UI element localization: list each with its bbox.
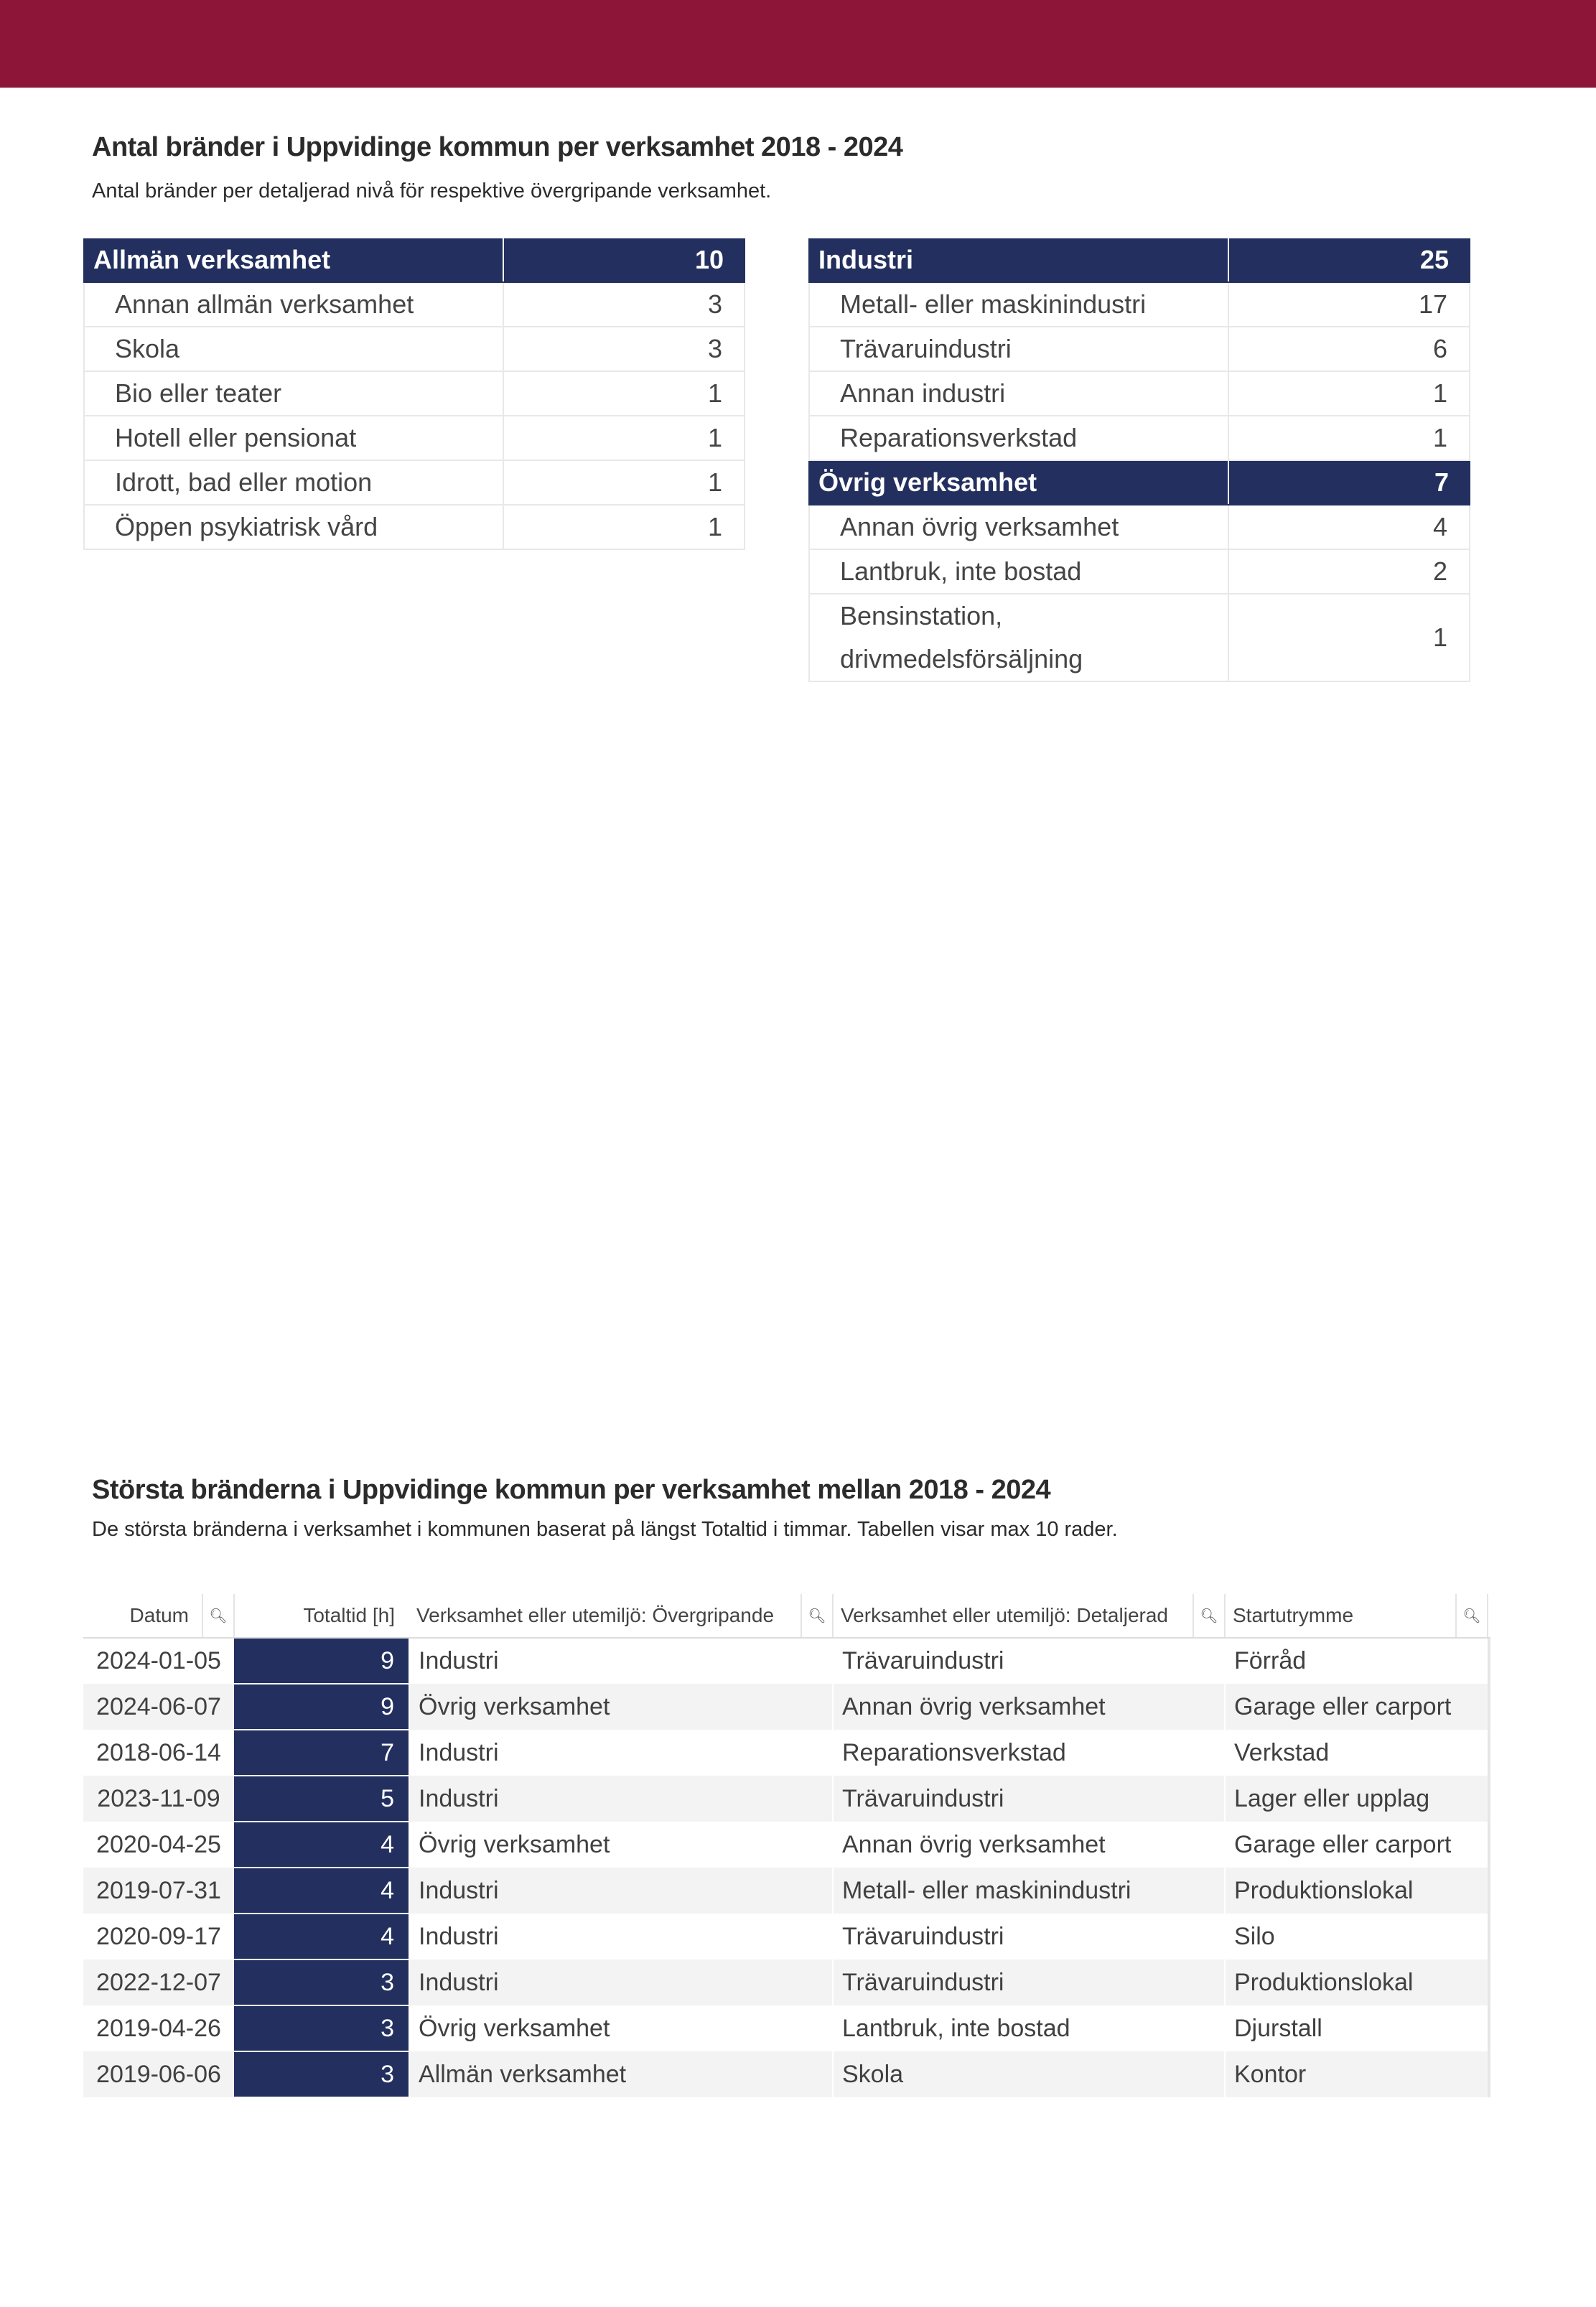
start-room-cell: Förråd bbox=[1225, 1638, 1488, 1684]
date-filter-button[interactable] bbox=[202, 1594, 234, 1638]
total-time-cell: 5 bbox=[234, 1776, 409, 1822]
table-row bbox=[83, 1822, 1490, 1868]
search-icon: 🔍︎ bbox=[1462, 1608, 1481, 1624]
start-room-filter-button[interactable] bbox=[1456, 1594, 1488, 1638]
row-label: Annan allmän verksamhet bbox=[84, 282, 503, 327]
section1-subtitle: Antal bränder per detaljerad nivå för respektive övergripande verksamhet. bbox=[92, 180, 772, 202]
date-cell: 2022-12-07 bbox=[83, 1959, 234, 2005]
start-room-cell: Garage eller carport bbox=[1225, 1684, 1488, 1730]
column-header-label: Startutrymme bbox=[1233, 1604, 1354, 1626]
total-time-cell: 7 bbox=[234, 1730, 409, 1776]
row-edge bbox=[1488, 1730, 1490, 1776]
summary-row bbox=[809, 416, 1470, 460]
summary-row bbox=[84, 371, 745, 416]
start-room-cell: Silo bbox=[1225, 1914, 1488, 1959]
detailed-cell: Trävaruindustri bbox=[833, 1776, 1225, 1822]
group-total: 7 bbox=[1228, 460, 1470, 505]
summary-row bbox=[809, 594, 1470, 681]
row-label: Trävaruindustri bbox=[809, 327, 1228, 371]
table-row bbox=[83, 1776, 1490, 1822]
right-summary-table bbox=[808, 238, 1470, 682]
date-cell: 2024-01-05 bbox=[96, 1647, 221, 1674]
overall-cell: Industri bbox=[409, 1730, 833, 1776]
row-value: 2 bbox=[1228, 549, 1470, 594]
summary-row bbox=[84, 327, 745, 371]
total-time-cell: 9 bbox=[234, 1684, 409, 1730]
row-value: 1 bbox=[1228, 416, 1470, 460]
overall-cell: Övrig verksamhet bbox=[409, 2005, 833, 2051]
total-time-cell: 3 bbox=[234, 2005, 409, 2051]
group-label: Övrig verksamhet bbox=[809, 460, 1228, 505]
row-value: 3 bbox=[503, 327, 745, 371]
detailed-cell: Metall- eller maskinindustri bbox=[833, 1868, 1225, 1914]
total-time-cell: 4 bbox=[234, 1868, 409, 1914]
group-header-row bbox=[809, 238, 1470, 282]
row-value: 3 bbox=[503, 282, 745, 327]
start-room-cell: Lager eller upplag bbox=[1225, 1776, 1488, 1822]
row-value: 17 bbox=[1228, 282, 1470, 327]
row-value: 1 bbox=[503, 460, 745, 505]
group-header-row bbox=[809, 460, 1470, 505]
row-value: 1 bbox=[503, 371, 745, 416]
total-time-cell: 3 bbox=[234, 2051, 409, 2097]
column-header-label: Verksamhet eller utemiljö: Övergripande bbox=[416, 1604, 775, 1626]
overall-cell: Industri bbox=[409, 1959, 833, 2005]
detailed-cell: Trävaruindustri bbox=[833, 1638, 1225, 1684]
row-label: Hotell eller pensionat bbox=[84, 416, 503, 460]
detailed-filter-button[interactable] bbox=[1193, 1594, 1225, 1638]
detailed-cell: Reparationsverkstad bbox=[833, 1730, 1225, 1776]
row-label: Öppen psykiatrisk vård bbox=[84, 505, 503, 549]
row-label: Annan industri bbox=[809, 371, 1228, 416]
start-room-cell: Kontor bbox=[1225, 2051, 1488, 2097]
summary-row bbox=[809, 371, 1470, 416]
row-value: 4 bbox=[1228, 505, 1470, 549]
overall-cell: Övrig verksamhet bbox=[409, 1684, 833, 1730]
summary-row bbox=[84, 460, 745, 505]
table-row bbox=[83, 1730, 1490, 1776]
date-cell: 2019-04-26 bbox=[96, 2014, 221, 2042]
search-icon: 🔍︎ bbox=[808, 1608, 826, 1624]
start-room-cell: Garage eller carport bbox=[1225, 1822, 1488, 1868]
detailed-cell: Trävaruindustri bbox=[833, 1959, 1225, 2005]
detailed-cell: Trävaruindustri bbox=[833, 1914, 1225, 1959]
row-edge bbox=[1488, 2051, 1490, 2097]
overall-filter-button[interactable] bbox=[801, 1594, 833, 1638]
table-row bbox=[83, 1684, 1490, 1730]
date-cell: 2023-11-09 bbox=[83, 1776, 234, 1822]
summary-row bbox=[84, 505, 745, 549]
detailed-cell: Annan övrig verksamhet bbox=[833, 1822, 1225, 1868]
summary-row bbox=[809, 282, 1470, 327]
row-label: Reparationsverkstad bbox=[809, 416, 1228, 460]
row-edge bbox=[1488, 1684, 1490, 1730]
section1-title: Antal bränder i Uppvidinge kommun per verksamhet 2018 - 2024 bbox=[92, 132, 903, 162]
start-room-cell: Produktionslokal bbox=[1225, 1959, 1488, 2005]
header-edge bbox=[1488, 1594, 1490, 1638]
column-header-overall[interactable] bbox=[409, 1594, 801, 1638]
row-label: Metall- eller maskinindustri bbox=[809, 282, 1228, 327]
summary-row bbox=[809, 327, 1470, 371]
section2-subtitle: De största bränderna i verksamhet i kommunen baserat på längst Totaltid i timmar. Tabellen visar max 10 rader. bbox=[92, 1518, 1118, 1541]
table-row bbox=[83, 2005, 1490, 2051]
search-icon: 🔍︎ bbox=[209, 1608, 228, 1624]
summary-row bbox=[84, 416, 745, 460]
table-row bbox=[83, 1638, 1490, 1684]
date-cell: 2020-04-25 bbox=[96, 1830, 221, 1858]
header-bar bbox=[0, 0, 1596, 88]
row-value: 1 bbox=[503, 416, 745, 460]
start-room-cell: Djurstall bbox=[1225, 2005, 1488, 2051]
total-time-cell: 4 bbox=[234, 1822, 409, 1868]
summary-row bbox=[809, 505, 1470, 549]
date-cell: 2018-06-14 bbox=[96, 1738, 221, 1766]
overall-cell: Industri bbox=[409, 1776, 833, 1822]
start-room-cell: Verkstad bbox=[1225, 1730, 1488, 1776]
detailed-cell: Annan övrig verksamhet bbox=[833, 1684, 1225, 1730]
overall-cell: Industri bbox=[409, 1914, 833, 1959]
detailed-cell: Skola bbox=[833, 2051, 1225, 2097]
column-header-label: Totaltid [h] bbox=[303, 1604, 395, 1626]
table-header-row bbox=[83, 1594, 1490, 1638]
group-label: Industri bbox=[809, 238, 1228, 282]
row-edge bbox=[1488, 1868, 1490, 1914]
date-cell: 2019-06-06 bbox=[83, 2051, 234, 2097]
column-header-start-room[interactable] bbox=[1225, 1594, 1456, 1638]
row-edge bbox=[1488, 2005, 1490, 2051]
table-row bbox=[83, 1868, 1490, 1914]
start-room-cell: Produktionslokal bbox=[1225, 1868, 1488, 1914]
column-header-label: Verksamhet eller utemiljö: Detaljerad bbox=[841, 1604, 1168, 1626]
overall-cell: Övrig verksamhet bbox=[409, 1822, 833, 1868]
row-edge bbox=[1488, 1959, 1490, 2005]
row-edge bbox=[1488, 1776, 1490, 1822]
row-edge bbox=[1488, 1638, 1490, 1684]
date-cell: 2019-07-31 bbox=[83, 1868, 234, 1914]
summary-row bbox=[84, 282, 745, 327]
largest-fires-table bbox=[83, 1594, 1490, 2098]
overall-cell: Industri bbox=[409, 1868, 833, 1914]
row-edge bbox=[1488, 1822, 1490, 1868]
table-row bbox=[83, 1914, 1490, 1959]
overall-cell: Industri bbox=[409, 1638, 833, 1684]
column-header-total-time[interactable] bbox=[234, 1594, 409, 1638]
total-time-cell: 4 bbox=[234, 1914, 409, 1959]
row-label: Lantbruk, inte bostad bbox=[809, 549, 1228, 594]
column-header-label: Datum bbox=[129, 1604, 189, 1626]
section2-title: Största bränderna i Uppvidinge kommun per verksamhet mellan 2018 - 2024 bbox=[92, 1475, 1051, 1505]
column-header-detailed[interactable] bbox=[833, 1594, 1193, 1638]
row-edge bbox=[1488, 1914, 1490, 1959]
row-value: 1 bbox=[503, 505, 745, 549]
row-label: Bensinstation, drivmedelsförsäljning bbox=[809, 594, 1228, 681]
total-time-cell: 9 bbox=[234, 1638, 409, 1684]
table-row bbox=[83, 2051, 1490, 2097]
overall-cell: Allmän verksamhet bbox=[409, 2051, 833, 2097]
total-time-cell: 3 bbox=[234, 1959, 409, 2005]
row-value: 6 bbox=[1228, 327, 1470, 371]
date-cell: 2024-06-07 bbox=[83, 1684, 234, 1730]
row-label: Annan övrig verksamhet bbox=[809, 505, 1228, 549]
table-row bbox=[83, 1959, 1490, 2005]
date-cell: 2020-09-17 bbox=[96, 1922, 221, 1950]
row-label: Idrott, bad eller motion bbox=[84, 460, 503, 505]
group-label: Allmän verksamhet bbox=[84, 238, 503, 282]
group-total: 25 bbox=[1228, 238, 1470, 282]
search-icon: 🔍︎ bbox=[1200, 1608, 1218, 1624]
row-label: Bio eller teater bbox=[84, 371, 503, 416]
row-value: 1 bbox=[1228, 371, 1470, 416]
left-summary-table bbox=[83, 238, 745, 550]
summary-row bbox=[809, 549, 1470, 594]
detailed-cell: Lantbruk, inte bostad bbox=[833, 2005, 1225, 2051]
column-header-date[interactable] bbox=[83, 1594, 202, 1638]
row-value: 1 bbox=[1228, 594, 1470, 681]
row-label: Skola bbox=[84, 327, 503, 371]
group-header-row bbox=[84, 238, 745, 282]
group-total: 10 bbox=[503, 238, 745, 282]
